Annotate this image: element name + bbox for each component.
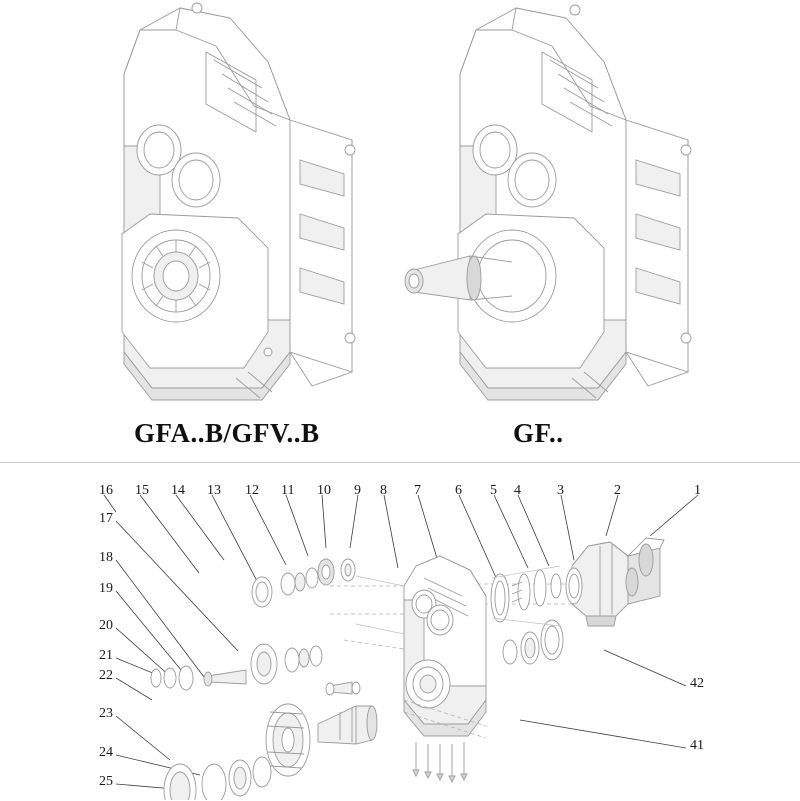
callout-41: 41 <box>690 738 704 753</box>
callout-9: 9 <box>354 483 361 498</box>
left-unit-body <box>122 3 355 400</box>
callout-12: 12 <box>245 483 259 498</box>
callout-6: 6 <box>455 483 462 498</box>
left-figure-caption: GFA..B/GFV..B <box>134 418 320 448</box>
callout-8: 8 <box>380 483 387 498</box>
callout-20: 20 <box>99 618 113 633</box>
callout-23: 23 <box>99 706 113 721</box>
callout-25: 25 <box>99 774 113 789</box>
callout-5: 5 <box>490 483 497 498</box>
callout-2: 2 <box>614 483 621 498</box>
callout-17: 17 <box>99 511 113 526</box>
callout-11: 11 <box>281 483 295 498</box>
right-figure-caption: GF.. <box>513 418 564 448</box>
exploded-view-panel <box>0 462 800 801</box>
callout-1: 1 <box>694 483 701 498</box>
callout-24: 24 <box>99 745 113 760</box>
callout-4: 4 <box>514 483 521 498</box>
callout-42: 42 <box>690 676 704 691</box>
right-unit-body <box>405 5 691 400</box>
callout-22: 22 <box>99 668 113 683</box>
callout-15: 15 <box>135 483 149 498</box>
callout-16: 16 <box>99 483 113 498</box>
callout-18: 18 <box>99 550 113 565</box>
callout-19: 19 <box>99 581 113 596</box>
callout-21: 21 <box>99 648 113 663</box>
callout-3: 3 <box>557 483 564 498</box>
callout-7: 7 <box>414 483 421 498</box>
callout-14: 14 <box>171 483 185 498</box>
callout-10: 10 <box>317 483 331 498</box>
callout-13: 13 <box>207 483 221 498</box>
